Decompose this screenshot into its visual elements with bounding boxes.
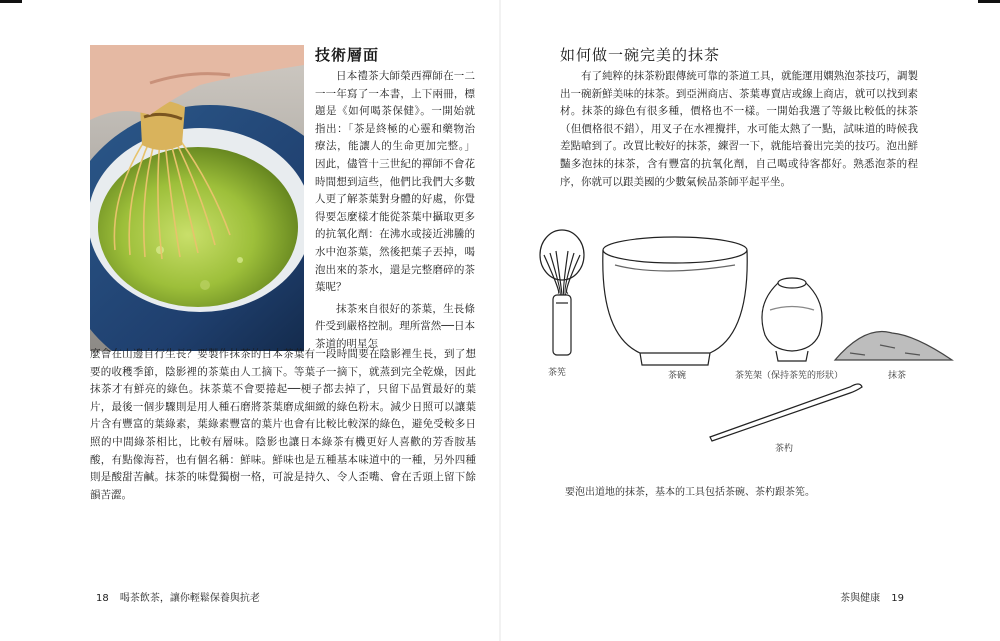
powder-label: 抹茶 [888, 371, 907, 381]
right-footer [840, 589, 912, 604]
bowl-drawing [603, 237, 747, 365]
powder-drawing [835, 332, 952, 360]
figure-caption: 要泡出道地的抹茶，基本的工具包括茶碗、茶杓跟茶筅。 [565, 487, 815, 498]
holder-drawing [762, 278, 822, 361]
narrow-column-text [315, 68, 475, 358]
running-title: 喝茶飲茶，讓你輕鬆保養與抗老 [119, 593, 260, 604]
running-title: 茶與健康 [840, 593, 881, 604]
paragraph: 麼會在山邊自行生長？要製作抹茶的日本茶葉有一段時間要在陰影裡生長，到了想要的收穫季節，陰影裡的茶葉由人工摘下。等葉子一摘下，就蒸到完全乾燥，因此抹茶才有鮮亮的綠色。抹茶葉不會要捲起──梗子都去掉了，只留下品質最好的葉片，最後一個步驟則是用人種石磨將茶葉磨成細緻的綠色粉末。減少日照可以讓葉片含有豐富的葉綠素，葉綠素豐富的葉片也會有比較比較深的綠色，避免受較多日照的中間綠茶相比，比較有層味。陰影也讓日本綠茶有機更好人喜歡的芳香胺基酸，有點像海苔，也有個名稱：鮮味。鮮味也是五種基本味道中的一種，另外四種則是酸甜苦鹹。抹茶的味覺獨樹一格，可說是持久、令人歪嘴、會在舌頭上留下餘韻苦澀。 [90, 348, 476, 501]
wide-body-text [90, 346, 476, 504]
paragraph: 日本禮茶大師榮西禪師在一二一一年寫了一本書，上下兩冊，標題是《如何喝茶保健》。一開始就指出：「茶是終極的心靈和藥物治療法，能讓人的生命更加完整。」因此，儘管十三世紀的禪師不會花時間想到這些，他們比我們大多數人更了解茶葉對身體的好處，你覺得要怎麼樣才能從茶葉中攝取更多的抗氧化劑：在沸水或接近沸騰的水中泡茶葉，然後把葉子丟掉，喝泡出來的茶水，還是完整磨碎的茶葉呢？ [315, 70, 475, 294]
whisk-label: 茶筅 [548, 368, 567, 378]
section-title: 技術層面 [315, 46, 380, 64]
page-number: 18 [96, 593, 109, 604]
matcha-tools-illustration [520, 215, 960, 465]
right-page-title: 如何做一碗完美的抹茶 [560, 46, 721, 64]
page-gutter [499, 0, 501, 641]
whisk-drawing [540, 230, 584, 355]
holder-label: 茶筅架（保持茶筅的形狀） [735, 371, 844, 381]
crop-mark-right [978, 0, 1000, 3]
left-footer [88, 589, 260, 604]
scoop-drawing [710, 384, 862, 441]
paragraph: 有了純粹的抹茶粉跟傳統可靠的茶道工具，就能運用嫻熟泡茶技巧，調製出一碗新鮮美味的抹茶。到亞洲商店、茶葉專賣店或線上商店，就可以找到素材。抹茶的綠色有很多種，價格也不一樣。一開始我選了等級比較低的抹茶（但價格很不錯），用叉子在水裡攪拌，水可能太熱了一點，試味道的時候我差點嗆到了。改買比較好的抹茶，練習一下，就能培養出完美的技巧。泡出鮮豔多泡抹的抹茶，含有豐富的抗氧化劑，自己喝或待客都好。熟悉泡茶的程序，你就可以跟美國的少數氣候品茶師平起平坐。 [560, 70, 918, 188]
crop-mark-left [0, 0, 22, 3]
bowl-label: 茶碗 [668, 371, 687, 381]
page-number: 19 [891, 593, 904, 604]
tools-drawing [520, 215, 960, 465]
paragraph: 抹茶來自很好的茶葉，生長條件受到嚴格控制。理所當然──日本茶道的明星怎 [315, 302, 475, 350]
right-body-text [560, 68, 918, 191]
matcha-whisking-photo [90, 45, 304, 351]
scoop-label: 茶杓 [775, 444, 794, 454]
